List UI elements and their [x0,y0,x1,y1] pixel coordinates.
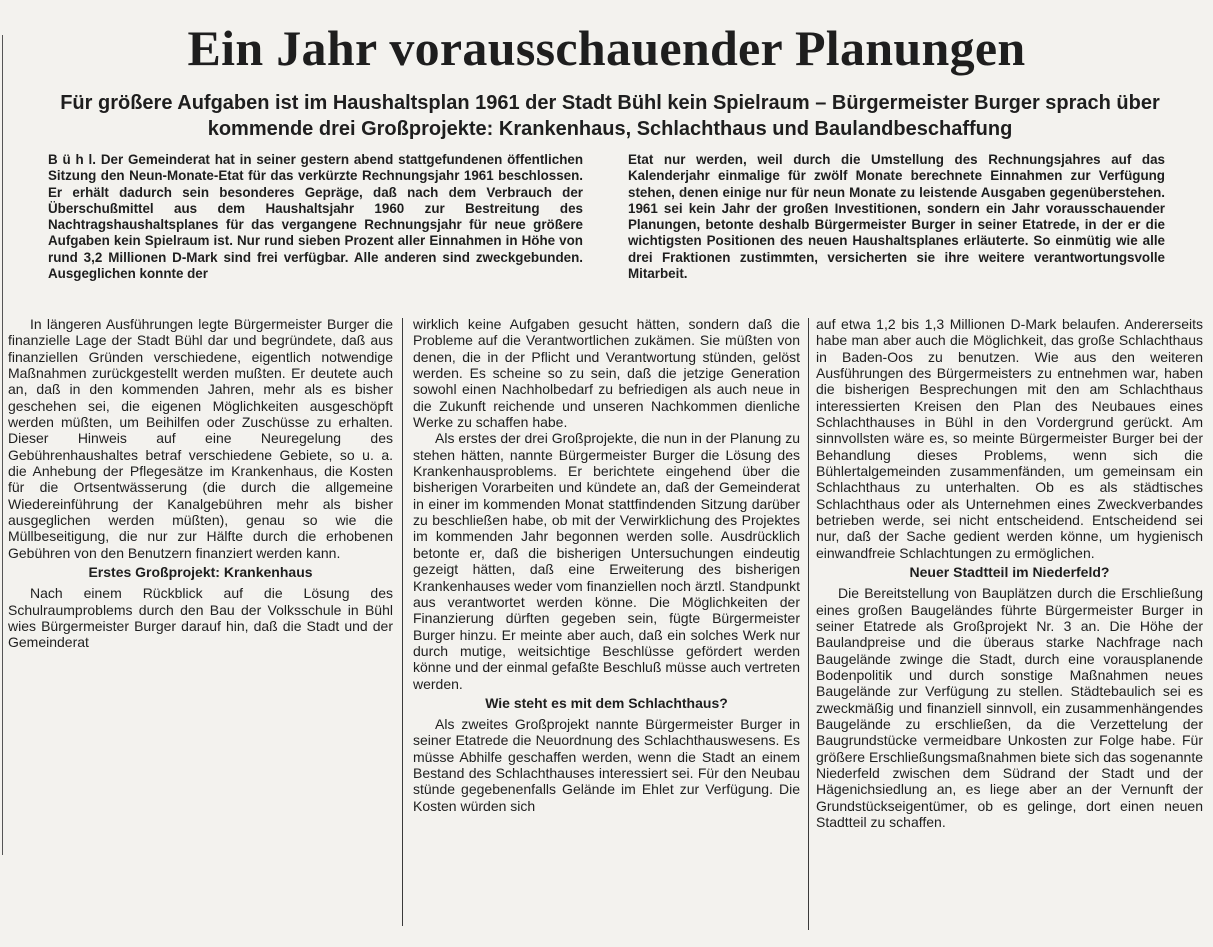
lead-paragraph-right: Etat nur werden, weil durch die Umstellung des Rechnungsjahres auf das Kalenderjahr einmalige für zwölf Monate berechnete Einnahmen zur Verfügung stehen, denen einige nur für neun Monate zu leistende Ausgaben gegenüberstehen. 1961 sei kein Jahr der großen Investitionen, sondern ein Jahr vorausschauender Planungen, betonte deshalb Bürgermeister Burger in seiner Etatrede, in der er die wichtigsten Positionen des neuen Haushaltsplanes erläuterte. So einmütig wie alle drei Fraktionen zustimmten, versicherten sie ihre weitere verantwortungsvolle Mitarbeit. [628,152,1165,282]
column-2 [413,316,800,814]
column-3 [816,316,1203,830]
column-2-paragraph-3: Als zweites Großprojekt nannte Bürgermeister Burger in seiner Etatrede die Neuordnung des Schlachthauswesens. Es müsse Abhilfe geschaffen werden, wenn die Stadt an einem Bestand des Schlachthauses interessiert sei. Für den Neubau stünde gegebenenfalls Gelände im Ehlet zur Verfügung. Die Kosten würden sich [413,715,800,814]
lead-paragraph-left: B ü h l. Der Gemeinderat hat in seiner gestern abend stattgefundenen öffentlichen Sitzung den Neun-Monate-Etat für das verkürzte Rechnungsjahr 1961 beschlossen. Er erhält dadurch sein besonderes Gepräge, daß nach dem Verbrauch der Überschußmittel aus dem Haushaltsjahr 1960 zur Bestreitung des Nachtragshaushaltsplanes für das vergangene Rechnungsjahr für neue größere Aufgaben kein Spielraum ist. Nur rund sieben Prozent aller Einnahmen in Höhe von rund 3,2 Millionen D-Mark sind frei verfügbar. Alle anderen sind zweckgebunden. Ausgeglichen konnte der [48,152,583,282]
column-2-paragraph-1: wirklich keine Aufgaben gesucht hätten, sondern daß die Probleme auf die Verantwortlichen zukämen. Sie müßten von denen, die in der Pflicht und Verantwortung stünden, gelöst werden. Es scheine so zu sein, daß die jetzige Generation sowohl einen Nachholbedarf zu befriedigen als auch neue in die Zukunft reichende und unseren Nachkommen dienliche Werke zu schaffen habe. [413,316,800,431]
column-1-paragraph-1: In längeren Ausführungen legte Bürgermeister Burger die finanzielle Lage der Stadt Bühl dar und begründete, daß aus finanziellen Gründen verschiedene, eigentlich notwendige Maßnahmen zurückgestellt werden mußten. Er deutete auch an, daß in den kommenden Jahren, mehr als es bisher geschehen sei, die eigenen Möglichkeiten ausgeschöpft werden müßten, um Beihilfen oder Zuschüsse zu erhalten. Dieser Hinweis auf eine Neuregelung des Gebührenhaushaltes betraf verschiedene Gebiete, so u. a. die Anhebung der Pflegesätze im Krankenhaus, die Kosten für die Ortsentwässerung (die durch die allgemeine Wiedereinführung der Kanalgebühren mehr als bisher ausgeglichen werden müßten), genau so wie die Müllbeseitigung, die nur zur Hälfte durch die erhobenen Gebühren von den Benutzern finanziert werden kann. [8,316,393,561]
section-heading-schlachthaus: Wie steht es mit dem Schlachthaus? [485,694,728,711]
column-1 [8,316,393,651]
section-heading-niederfeld: Neuer Stadtteil im Niederfeld? [909,564,1110,581]
column-3-paragraph-2: Die Bereitstellung von Bauplätzen durch die Erschließung eines großen Baugeländes führte Bürgermeister Burger in seiner Etatrede als Großprojekt Nr. 3 an. Die Höhe der Baulandpreise und die überaus starke Nachfrage nach Baugelände zwinge die Stadt, durch eine vorausplanende Bodenpolitik und durch sonstige Maßnahmen neues Baugelände zur Verfügung zu stellen. Städtebaulich sei es zweckmäßig und finanziell sinnvoll, ein zusammenhängendes Baugelände zu erschließen, da die Verzettelung der Baugrundstücke vermeidbare Unkosten zur Folge habe. Für größere Erschließungsmaßnahmen biete sich das sogenannte Niederfeld zwischen dem Südrand der Stadt und der Hägenichsiedlung an, es liege aber an der Vernunft der Grundstückseigentümer, ob es gelinge, dort einen neuen Stadtteil zu schaffen. [816,585,1203,830]
column-divider-2 [808,318,809,930]
column-1-paragraph-2: Nach einem Rückblick auf die Lösung des Schulraumproblems durch den Bau der Volksschule in Bühl wies Bürgermeister Burger darauf hin, daß die Stadt und der Gemeinderat [8,585,393,651]
section-heading-krankenhaus: Erstes Großprojekt: Krankenhaus [88,564,313,581]
subheadline: Für größere Aufgaben ist im Haushaltsplan 1961 der Stadt Bühl kein Spielraum – Bürgermeister Burger sprach über kommende drei Großprojekte: Krankenhaus, Schlachthaus und Baulandbeschaffung [60,92,1160,140]
headline: Ein Jahr vorausschauender Planungen [187,20,1026,76]
column-3-paragraph-1: auf etwa 1,2 bis 1,3 Millionen D-Mark belaufen. Andererseits habe man aber auch die Möglichkeit, das große Schlachthaus in Baden-Oos zu benutzen. Wie aus den weiteren Ausführungen des Bürgermeisters zu entnehmen war, haben die bisherigen Besprechungen mit den am Schlachthaus interessierten Kreisen den Plan des Neubaues eines Schlachthauses in Bühl in den Vordergrund gerückt. Am sinnvollsten wäre es, so meinte Bürgermeister Burger bei der Behandlung dieses Problems, wenn sich die Bühlertalgemeinden zusammenfänden, um gemeinsam ein Schlachthaus zu unterhalten. Ob es als städtisches Schlachthaus oder als Unternehmen eines Zweckverbandes betrieben werde, sei nicht entscheidend. Entscheidend sei nur, daß der Sache gedient werden könne, um hygienisch einwandfreie Schlachtungen zu ermöglichen. [816,316,1203,561]
column-2-paragraph-2: Als erstes der drei Großprojekte, die nun in der Planung zu stehen hätten, nannte Bürgermeister Burger die Lösung des Krankenhausproblems. Er berichtete eingehend über die bisherigen Vorarbeiten und kündete an, daß der Gemeinderat in einer im kommenden Monat stattfindenden Sitzung darüber zu beschließen habe, ob mit der Verwirklichung des Projektes im kommenden Jahr begonnen werden solle. Ausdrücklich betonte er, daß die bisherigen Untersuchungen eindeutig gezeigt hätten, daß eine Erweiterung des bisherigen Krankenhauses weder vom finanziellen noch ärztl. Standpunkt aus verantwortet werden könne. Die Möglichkeiten der Finanzierung dürften gegeben sein, fügte Bürgermeister Burger hinzu. Er meinte aber auch, daß ein solches Werk nur durch mutige, weitsichtige Beschlüsse gefördert werden könne und der einmal gefaßte Beschluß müsse auch vertreten werden. [413,430,800,692]
column-divider-1 [402,318,403,926]
left-border-line [2,35,3,855]
